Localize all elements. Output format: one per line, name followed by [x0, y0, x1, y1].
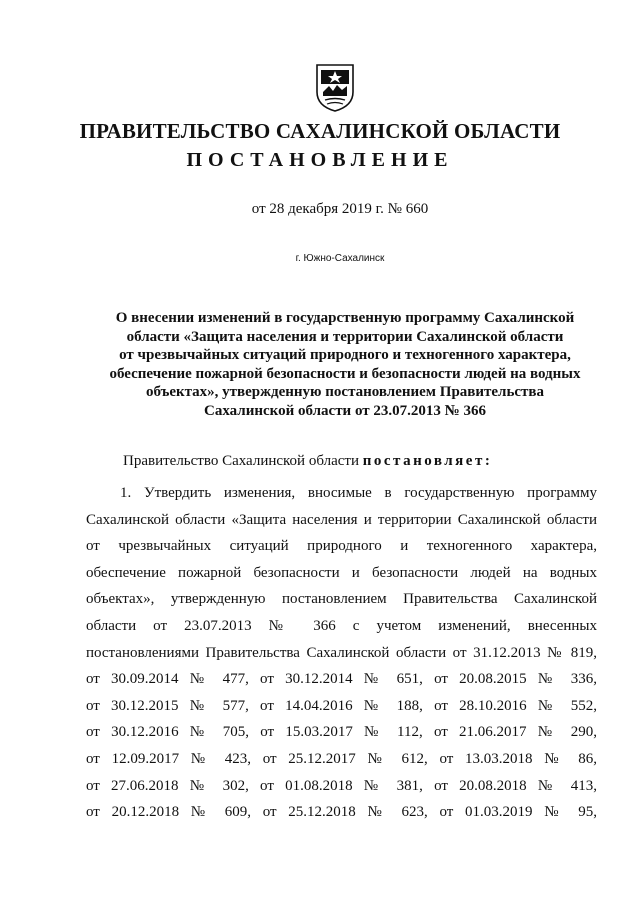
- document-body: [86, 480, 597, 826]
- body-line: от 30.09.2014 № 477, от 30.12.2014 № 651, от 20.08.2015 № 336,: [86, 671, 597, 688]
- subject-line: объектах», утвержденную постановлением Правительства: [145, 384, 545, 400]
- body-line: Сахалинской области «Защита населения и территории Сахалинской области: [86, 511, 597, 528]
- body-line: от чрезвычайных ситуаций природного и техногенного характера,: [86, 538, 597, 555]
- preamble: [123, 453, 492, 470]
- subject-line: от чрезвычайных ситуаций природного и техногенного характера,: [119, 347, 571, 363]
- subject-line: Сахалинской области от 23.07.2013 № 366: [204, 402, 486, 419]
- body-line: от 27.06.2018 № 302, от 01.08.2018 № 381, от 20.08.2018 № 413,: [86, 777, 597, 794]
- body-line: от 12.09.2017 № 423, от 25.12.2017 № 612, от 13.03.2018 № 86,: [86, 750, 597, 767]
- document-city: г. Южно-Сахалинск: [295, 253, 385, 264]
- subject-line: обеспечение пожарной безопасности и безопасности людей на водных: [109, 365, 581, 382]
- body-line: обеспечение пожарной безопасности и безопасности людей на водных: [86, 564, 597, 581]
- document-type: ПОСТАНОВЛЕНИЕ: [186, 149, 454, 171]
- body-line: от 20.12.2018 № 609, от 25.12.2018 № 623, от 01.03.2019 № 95,: [86, 804, 597, 821]
- body-line: 1. Утвердить изменения, вносимые в государственную программу: [120, 485, 597, 501]
- preamble-text: Правительство Сахалинской области: [123, 453, 359, 469]
- organization-title: ПРАВИТЕЛЬСТВО САХАЛИНСКОЙ ОБЛАСТИ: [79, 119, 561, 143]
- body-line: от 30.12.2015 № 577, от 14.04.2016 № 188, от 28.10.2016 № 552,: [86, 697, 597, 714]
- body-line: области от 23.07.2013 № 366 с учетом изменений, внесенных: [86, 617, 597, 634]
- subject-line: области «Защита населения и территории Сахалинской области: [126, 328, 564, 345]
- document-subject: [90, 309, 600, 420]
- body-line: постановлениями Правительства Сахалинской области от 31.12.2013 № 819,: [86, 644, 597, 661]
- body-line: от 30.12.2016 № 705, от 15.03.2017 № 112, от 21.06.2017 № 290,: [86, 724, 597, 741]
- document-date-number: от 28 декабря 2019 г. № 660: [251, 201, 429, 217]
- coat-of-arms-icon: [315, 62, 355, 112]
- body-line: объектах», утвержденную постановлением Правительства Сахалинской: [86, 591, 597, 608]
- preamble-emphasis: постановляет:: [362, 453, 493, 469]
- subject-line: О внесении изменений в государственную программу Сахалинской: [115, 310, 575, 326]
